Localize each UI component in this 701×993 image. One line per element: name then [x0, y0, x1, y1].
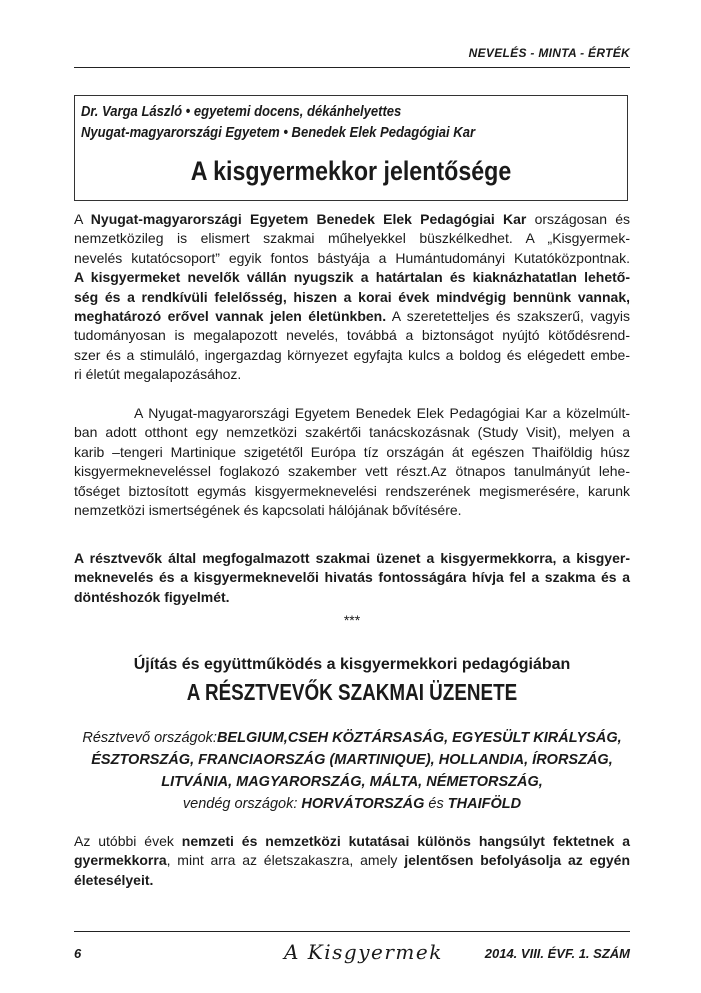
text-line: karib –tengeri Martinique szigetétől Európa tíz országán át egészen Thaiföldig húsz: [74, 443, 630, 460]
countries-line: Résztvevő országok:BELGIUM,CSEH KÖZTÁRSASÁG, EGYESÜLT KIRÁLYSÁG,: [82, 730, 622, 746]
paragraph-message: [74, 549, 630, 607]
text-line: nemzetközileg is elismert szakmai műhelyekkel büszkélkedhet. A „Kisgyermek-: [74, 230, 630, 247]
section-subheading: Újítás és együttműködés a kisgyermekkori pedagógiában: [133, 656, 571, 673]
text-line: életesélyeit.: [74, 871, 154, 888]
page-number: 6: [74, 946, 82, 961]
paragraph-study-visit: [74, 404, 630, 520]
title-box: [74, 95, 628, 201]
text-line: A kisgyermeket nevelők vállán nyugszik a határtalan és kiaknázhatatlan lehető-: [74, 269, 630, 286]
header-rule: [74, 67, 630, 68]
author-line: Dr. Varga László • egyetemi docens, dékánhelyettes: [81, 104, 402, 120]
text-line: gyermekkorra, mint arra az életszakaszra, amely jelentősen befolyásolja az egyén: [74, 852, 630, 869]
countries-line: LITVÁNIA, MAGYARORSZÁG, MÁLTA, NÉMETORSZÁG,: [161, 774, 543, 790]
text-line: Az utóbbi évek nemzeti és nemzetközi kutatásai különös hangsúlyt fektetnek a: [74, 833, 631, 849]
issue-label: 2014. VIII. ÉVF. 1. SZÁM: [484, 946, 630, 961]
article-title: A kisgyermekkor jelentősége: [190, 156, 512, 186]
text-line: nemzetközi ismertségének és kapcsolati hálójának bővítésére.: [74, 502, 462, 519]
text-line: ri életút megalapozásához.: [74, 366, 242, 383]
text-line: nevelés kutatócsoport” egyik fontos bástyája a Humántudományi Kutatóközpontnak.: [74, 249, 630, 266]
text-line: kisgyermekneveléssel foglakozó szakember vett részt.Az ötnapos tanulmányút lehe-: [74, 463, 630, 480]
text-line: döntéshozók figyelmét.: [74, 588, 230, 605]
page: [74, 0, 630, 993]
text-line: ban adott otthont egy nemzetközi szakértői tanácskozásnak (Study Visit), melyen a: [74, 424, 630, 441]
text-line: A Nyugat-magyarországi Egyetem Benedek Elek Pedagógiai Kar országosan és: [74, 211, 630, 227]
guest-countries-line: vendég országok: HORVÁTORSZÁG és THAIFÖLD: [182, 796, 522, 812]
affiliation-line: Nyugat-magyarországi Egyetem • Benedek Elek Pedagógiai Kar: [81, 125, 476, 141]
text-line: tudományosan is megalapozott nevelés, továbbá a biztonságot nyújtó kötődésrend-: [74, 327, 630, 344]
paragraph-research: [74, 832, 630, 890]
section-separator: ***: [343, 612, 361, 628]
text-line: meknevelés és a kisgyermeknevelői hivatás fontosságára hívja fel a szakma és a: [74, 569, 630, 586]
text-line: szer és a stimuláló, ingergazdag környezet egyfajta kulcs a boldog és elégedett embe-: [74, 346, 630, 363]
journal-name: A Kisgyermek: [284, 940, 443, 964]
footer-rule: [74, 931, 630, 932]
running-head: NEVELÉS - MINTA - ÉRTÉK: [468, 46, 630, 60]
text-line: A Nyugat-magyarországi Egyetem Benedek Elek Pedagógiai Kar a közelmúlt-: [134, 405, 630, 421]
countries-line: ÉSZTORSZÁG, FRANCIAORSZÁG (MARTINIQUE), HOLLANDIA, ÍRORSZÁG,: [91, 752, 613, 768]
text-line: ség és a rendkívüli felelősség, hiszen a korai évek mindvégig bennünk vannak,: [74, 288, 630, 305]
text-line: A résztvevők által megfogalmazott szakmai üzenet a kisgyermekkorra, a kisgyer-: [74, 550, 630, 566]
paragraph-intro: [74, 210, 630, 385]
section-title: A RÉSZTVEVŐK SZAKMAI ÜZENETE: [186, 679, 518, 705]
text-line: meghatározó erővel vannak jelen életünkben. A szeretetteljes és szakszerű, vagyis: [74, 308, 630, 325]
participant-countries: [74, 727, 630, 815]
text-line: tőséget biztosított egymás kisgyermeknevelési rendszerének megismerésére, karunk: [74, 482, 630, 499]
